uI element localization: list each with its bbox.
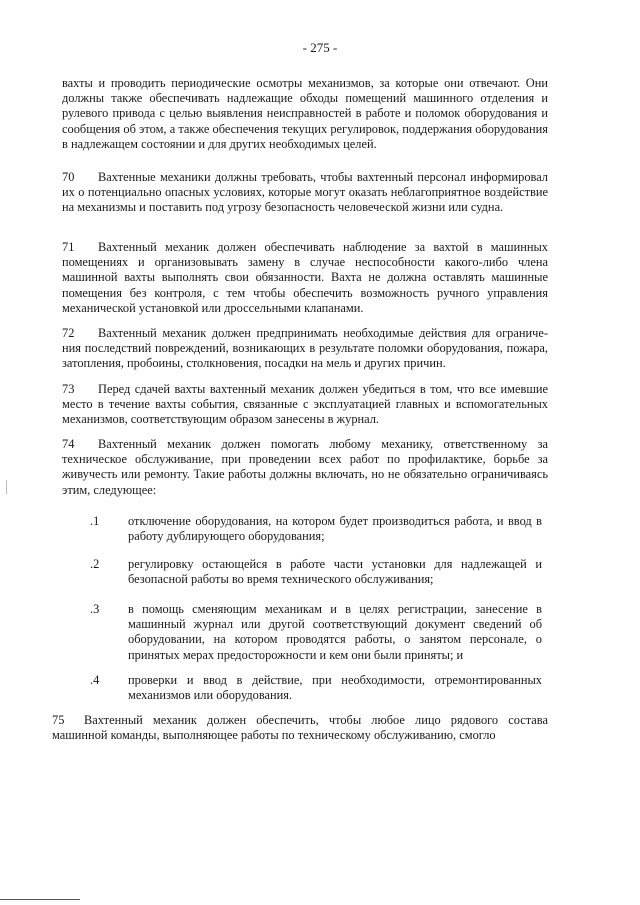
list-item-2 — [90, 557, 542, 587]
list-item-text: проверки и ввод в действие, при необходимости, отремонтированных механизмов или оборудования. — [128, 673, 542, 703]
paragraph-72 — [62, 326, 548, 372]
list-item-number: .4 — [90, 673, 100, 687]
paragraph-70 — [62, 170, 548, 216]
footer-rule — [0, 899, 80, 900]
paragraph-number: 71 — [62, 240, 75, 254]
paragraph-number: 75 — [52, 713, 65, 727]
paragraph-75 — [52, 713, 548, 743]
paragraph-continuation — [62, 76, 548, 152]
paragraph-74 — [62, 437, 548, 498]
paragraph-71 — [62, 240, 548, 316]
paragraph-text: вахты и проводить периодические осмотры механизмов, за которые они отвечают. Они должны также обеспечивать надлежащие обходы помещений машинного отделения и рулевого привода с целью выявления неисправностей в работе и поломок оборудования и сообщения об этом, а также обеспечения текущих регулировок, поддержания оборудования в надлежащем состоянии и для других необходимых целей. — [62, 76, 548, 151]
list-item-text: регулировку остающейся в работе части установки для надлежащей и безопасной работы во время технического обслуживания; — [128, 557, 542, 587]
list-item-number: .1 — [90, 514, 100, 528]
paragraph-text: Перед сдачей вахты вахтенный механик должен убедиться в том, что все имевшие место в течение вахты события, связанные с эксплуатацией главных и вспомогательных механизмов, соответствующим образом занесены в журнал. — [62, 382, 548, 427]
page-number: - 275 - — [302, 40, 338, 55]
list-item-text: отключение оборудования, на котором будет производиться работа, и ввод в работу дублирующего оборудования; — [128, 514, 542, 544]
paragraph-text: Вахтенный механик должен обеспечивать наблюдение за вахтой в машинных помещениях и организовывать замену в случае неспособности какого-либо члена машинной вахты выполнять свои обязанности. Вахта не должна оставлять машинные помещения без контроля, с тем чтобы обеспечить возможность ручного управления механической установкой или дроссельными клапанами. — [62, 240, 548, 315]
paragraph-text: Вахтенные механики должны требовать, чтобы вахтенный персонал информировал их о потенциально опасных условиях, которые могут оказать неблагоприятное воздействие на механизмы и поставить под угрозу безопасность человеческой жизни или судна. — [62, 170, 548, 215]
list-item-3 — [90, 602, 542, 663]
paragraph-text: Вахтенный механик должен помогать любому механику, ответственному за техническое обслуживание, при проведении всех работ по профилактике, борьбе за живучесть или ремонту. Такие работы должны включать, но не обязательно ограничиваясь этим, следующее: — [62, 437, 548, 497]
paragraph-text: Вахтенный механик должен предпринимать необходимые действия для ограниче-ния последствий повреждений, возникающих в результате поломки оборудования, пожара, затопления, пробоины, столкновения, посадки на мель и других причин. — [62, 326, 548, 371]
paragraph-number: 74 — [62, 437, 75, 451]
list-item-number: .2 — [90, 557, 100, 571]
scan-edge-mark — [6, 480, 7, 494]
paragraph-73 — [62, 382, 548, 428]
list-item-1 — [90, 514, 542, 544]
paragraph-text: Вахтенный механик должен обеспечить, чтобы любое лицо рядового состава машинной команды, выполняющее работы по техническому обслуживанию, смогло — [52, 713, 548, 743]
list-item-number: .3 — [90, 602, 100, 616]
paragraph-number: 72 — [62, 326, 75, 340]
paragraph-number: 73 — [62, 382, 75, 396]
list-item-text: в помощь сменяющим механикам и в целях регистрации, занесение в машинный журнал или другой соответствующий документ сведений об оборудовании, на котором проводятся работы, о занятом персонале, о принятых мерах предосторожности и кем они были приняты; и — [128, 602, 542, 662]
list-item-4 — [90, 673, 542, 703]
paragraph-number: 70 — [62, 170, 75, 184]
